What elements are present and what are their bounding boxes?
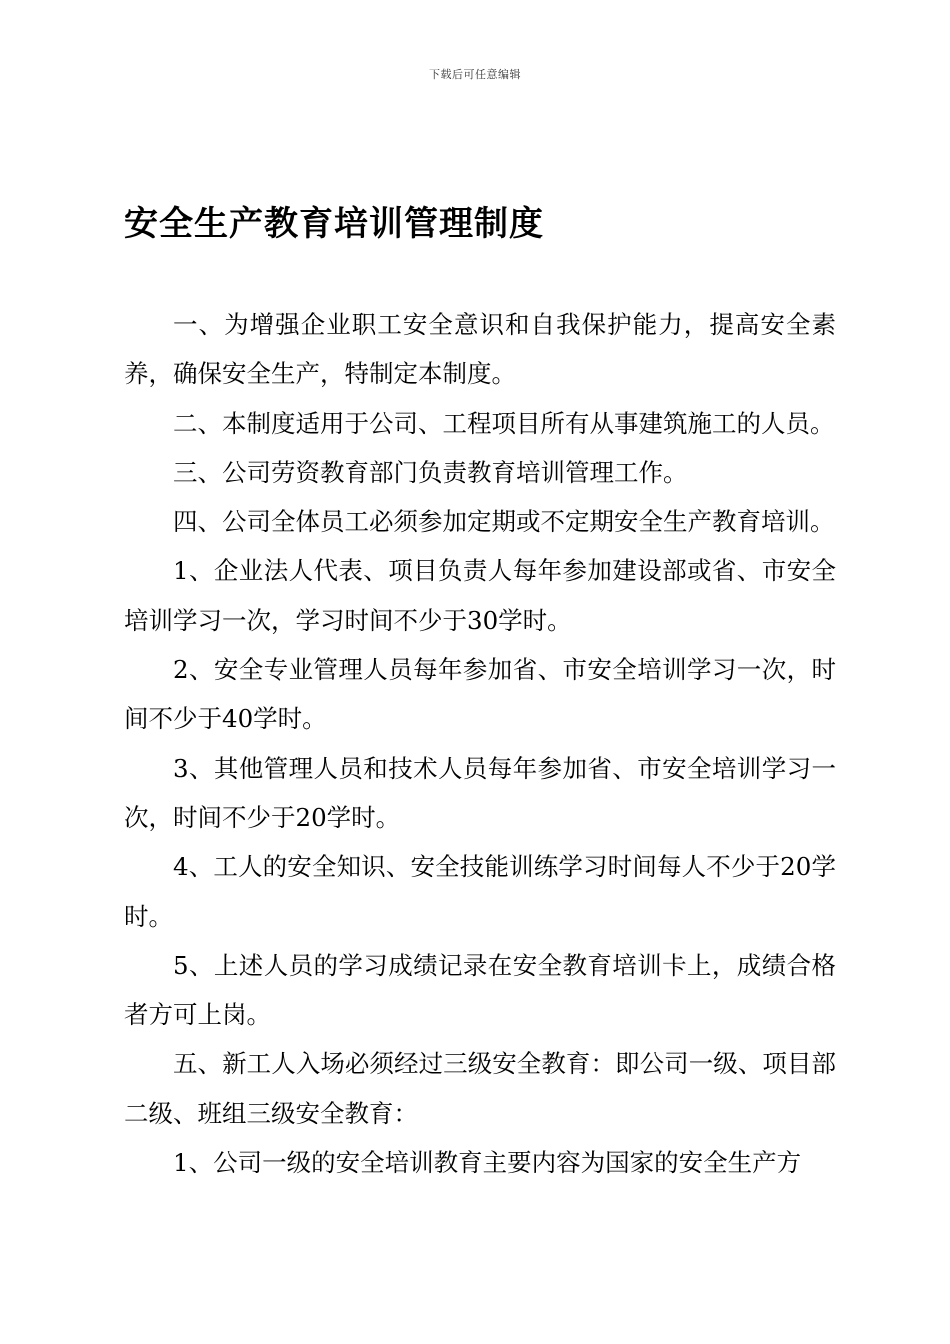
paragraph-item-5: 5、上述人员的学习成绩记录在安全教育培训卡上，成绩合格者方可上岗。 — [124, 950, 836, 1030]
paragraph-item-4: 4、工人的安全知识、安全技能训练学习时间每人不少于20学时。 — [124, 852, 836, 931]
paragraph-training-requirement: 四、公司全体员工必须参加定期或不定期安全生产教育培训。 — [173, 507, 835, 537]
paragraph-scope: 二、本制度适用于公司、工程项目所有从事建筑施工的人员。 — [173, 408, 835, 438]
paragraph-responsibility: 三、公司劳资教育部门负责教育培训管理工作。 — [173, 457, 688, 487]
document-title: 安全生产教育培训管理制度 — [124, 204, 544, 244]
paragraph-three-level-education: 五、新工人入场必须经过三级安全教育：即公司一级、项目部二级、班组三级安全教育： — [124, 1049, 836, 1128]
document-body — [124, 300, 836, 1187]
paragraph-company-level: 1、公司一级的安全培训教育主要内容为国家的安全生产方 — [173, 1148, 802, 1178]
paragraph-item-2: 2、安全专业管理人员每年参加省、市安全培训学习一次，时间不少于40学时。 — [124, 655, 836, 734]
header-note: 下载后可任意编辑 — [429, 68, 521, 81]
paragraph-item-1: 1、企业法人代表、项目负责人每年参加建设部或省、市安全培训学习一次，学习时间不少于30学时。 — [124, 556, 836, 635]
paragraph-purpose: 一、为增强企业职工安全意识和自我保护能力，提高安全素养，确保安全生产，特制定本制度。 — [124, 310, 836, 389]
paragraph-item-3: 3、其他管理人员和技术人员每年参加省、市安全培训学习一次，时间不少于20学时。 — [124, 753, 836, 832]
